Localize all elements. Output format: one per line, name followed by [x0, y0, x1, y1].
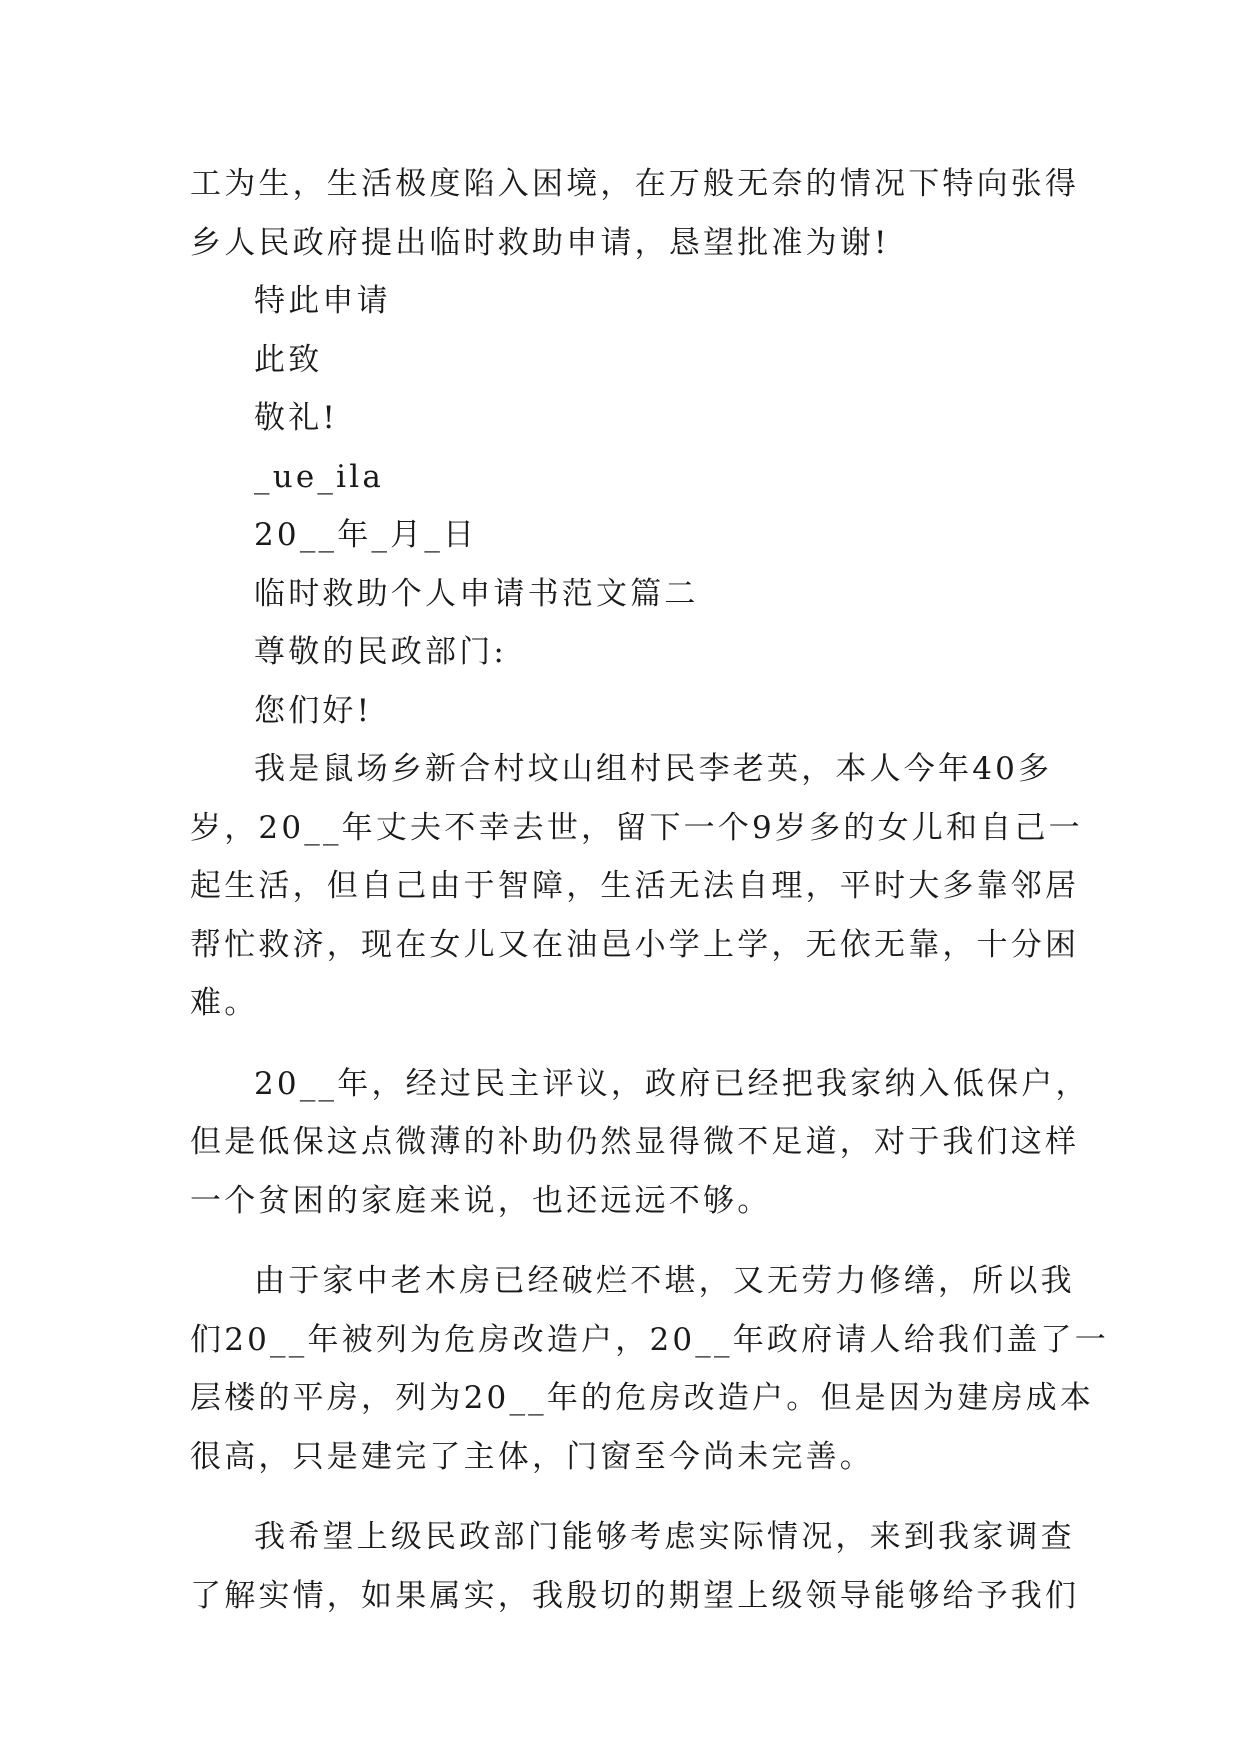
paragraph-spacer [190, 1486, 1060, 1508]
text-line: 此致 [254, 341, 323, 378]
text-line: 我希望上级民政部门能够考虑实际情况，来到我家调查 [254, 1519, 1075, 1555]
text-line: 岁，20__年丈夫不幸去世，留下一个9岁多的女儿和自己一 [190, 809, 1083, 846]
text-line: 特此申请 [254, 283, 391, 319]
paragraph-spacer [190, 1230, 1060, 1252]
paragraph-spacer [190, 1033, 1060, 1055]
text-line: 20__年，经过民主评议，政府已经把我家纳入低保户， [254, 1065, 1090, 1102]
text-line: 乡人民政府提出临时救助申请，恳望批准为谢! [190, 224, 890, 261]
text-line: 尊敬的民政部门: [254, 634, 508, 670]
text-line: 们20__年被列为危房改造户，20__年政府请人给我们盖了一 [190, 1321, 1109, 1358]
text-line: 难。 [190, 985, 259, 1021]
text-line: 了解实情，如果属实，我殷切的期望上级领导能够给予我们 [190, 1577, 1080, 1614]
text-line: 工为生，生活极度陷入困境，在万般无奈的情况下特向张得 [190, 166, 1080, 202]
text-line: 敬礼! [254, 400, 339, 436]
text-line: 但是低保这点微薄的补助仍然显得微不足道，对于我们这样 [190, 1124, 1080, 1160]
text-line: 帮忙救济，现在女儿又在油邑小学上学，无依无靠，十分困 [190, 926, 1080, 963]
document-body [190, 155, 1109, 1625]
text-line: 20__年_月_日 [254, 517, 478, 553]
text-line: 我是鼠场乡新合村坟山组村民李老英，本人今年40多 [254, 751, 1053, 787]
text-line: 由于家中老木房已经破烂不堪，又无劳力修缮，所以我 [254, 1263, 1075, 1299]
text-line: _ue_ila [254, 458, 385, 495]
text-line: 很高，只是建完了主体，门窗至今尚未完善。 [190, 1438, 874, 1475]
text-line: 起生活，但自己由于智障，生活无法自理，平时大多靠邻居 [190, 868, 1080, 904]
text-line: 您们好! [254, 692, 373, 729]
text-line: 临时救助个人申请书范文篇二 [254, 575, 699, 612]
text-line: 一个贫困的家庭来说，也还远远不够。 [190, 1182, 772, 1219]
text-line: 层楼的平房，列为20__年的危房改造户。但是因为建房成本 [190, 1380, 1095, 1416]
